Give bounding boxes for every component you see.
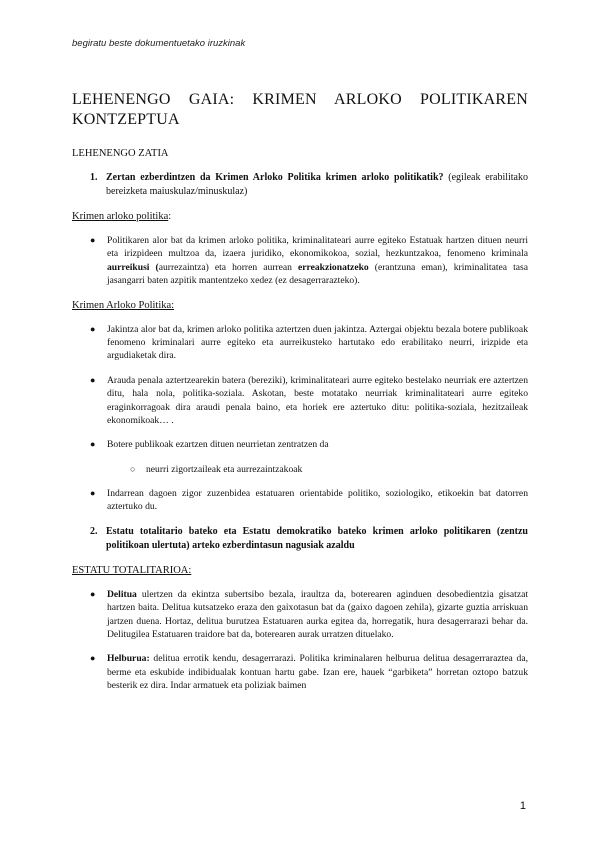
list-item-text: Botere publikoak ezartzen dituen neurrietan zentratzen da [107,439,329,451]
circle-bullet-icon: ○ [130,463,136,474]
section-1-bullet-text [107,234,528,288]
text-run: (erantzuna eman), kriminalitatea tasa jasangarri baten azpitik mantentzeko xedez (ez desagerrarazteko). [107,261,528,287]
bullet-icon: ● [90,323,96,334]
section-1-heading [72,211,528,222]
bullet-icon: ● [90,374,96,385]
text-run: delitua errotik kendu, desagerrarazi. Politika kriminalaren helburua delitua desagerraraztea da, berme eta eskubide indibidualak kontuan hartu gabe. Izan ere, hauek “garbiketa” horretan oztopo batzuk besterik ez dira. Indar armatuek eta poliziak baimen [107,653,528,692]
page-number: 1 [519,800,526,812]
list-item [72,487,528,514]
bullet-icon: ● [90,439,96,450]
question-1-number: 1. [90,172,98,183]
text-run: aurrezaintza) eta horren aurrean [158,261,299,273]
list-item-text [107,652,528,692]
list-item-text: Jakintza alor bat da, krimen arloko politika aztertzen duen jakintza. Aztergai objektu bezala botere publikoak fenomeno kriminalari aurre egiteko eta aurreikusteko hartutako edo erabilitako neurri, irizpide eta argudiaketak dira. [107,323,528,362]
section-2-label: Krimen Arloko Politika: [72,299,175,311]
list-item-text: Arauda penala aztertzearekin batera (bereziki), kriminalitateari aurre egiteko bestelako neurriak ere aztertzen ditu, hala nola, politika-soziala. Askotan, beste motatako neurriak kriminalitateari aurre egiteko eraginkorragoak dira araudi penala baino, eta horiek ere aztertuko ditu: politika-soziala, hezitzaileak ekonomikoak… . [107,374,528,427]
question-2-bold: Estatu totalitario bateko eta Estatu demokratiko bateko krimen arloko politikaren (zentzu politikoan ulertuta) arteko ezberdintasun nagusiak azaldu [106,525,528,551]
page-title [72,90,528,130]
list-item [72,234,528,288]
list-item-text: Indarrean dagoen zigor zuzenbidea estatuaren orientabide politiko, soziologiko, etikoekin bat datorren aztertuko du. [107,487,528,513]
list-item-text [107,588,528,642]
part-label: LEHENENGO ZATIA [72,148,169,159]
sub-list-item [72,463,528,476]
question-1-text [106,171,528,199]
page-body [72,90,528,704]
title-line-2: KONTZEPTUA [72,111,180,128]
header-note: begiratu beste dokumentuetako iruzkinak [72,38,246,49]
question-2-text [106,525,528,553]
question-1-rest: (egileak erabilitako bereizketa maiuskulaz/minuskulaz) [106,172,528,197]
section-3-label: ESTATU TOTALITARIOA: [72,564,192,576]
question-1 [72,171,528,199]
section-2-list [72,323,528,452]
sub-list-item-text: neurri zigortzaileak eta aurrezaintzakoak [146,463,303,475]
question-2 [72,525,528,553]
bullet-icon: ● [90,487,96,498]
section-1-colon: : [168,211,172,222]
bold-run: Helburua: [107,653,150,665]
bullet-icon: ● [90,653,96,664]
bold-run: aurreikusi ( [107,261,159,273]
section-1-list [72,234,528,288]
list-item [72,438,528,451]
title-line-1: LEHENENGO GAIA: KRIMEN ARLOKO POLITIKAREN [72,91,528,108]
text-run: Politikaren alor bat da krimen arloko politika, kriminalitateari aurre egiteko Estatuak hartzen dituen neurri eta irizpideen multzoa da, izaera juridiko, ekonomikokoa, sozial, hezkuntzakoa, fenomeno kriminala [107,235,528,260]
section-1-label: Krimen arloko politika [72,211,169,222]
bullet-icon: ● [90,235,96,245]
list-item [72,588,528,642]
question-1-bold: Zertan ezberdintzen da Krimen Arloko Politika krimen arloko politikatik? [106,172,444,183]
bold-run: Delitua [107,588,137,600]
list-item [72,323,528,363]
text-run: ulertzen da ekintza subertsibo bezala, iraultza da, boterearen aginduen desobedientzia gisatzat hartzen baita. Delitua kutsatzeko eraza den gaixotasun bat da (gaixo dagoen zehila), gizarte guztia arriskuan jartzen duena. Hortaz, delitua burutzea Estatuaren aurka egitea da, horregatik, hura desagerrarazi behar da. Delitugilea Estatuaren traidore bat da, boterearen aurak urratzen dituelako. [107,588,528,640]
list-item [72,652,528,692]
section-2-list-continued [72,487,528,514]
question-2-number: 2. [90,525,98,537]
bold-run: erreakzionatzeko [298,261,369,273]
list-item [72,374,528,428]
section-3-list [72,588,528,693]
bullet-icon: ● [90,588,96,599]
